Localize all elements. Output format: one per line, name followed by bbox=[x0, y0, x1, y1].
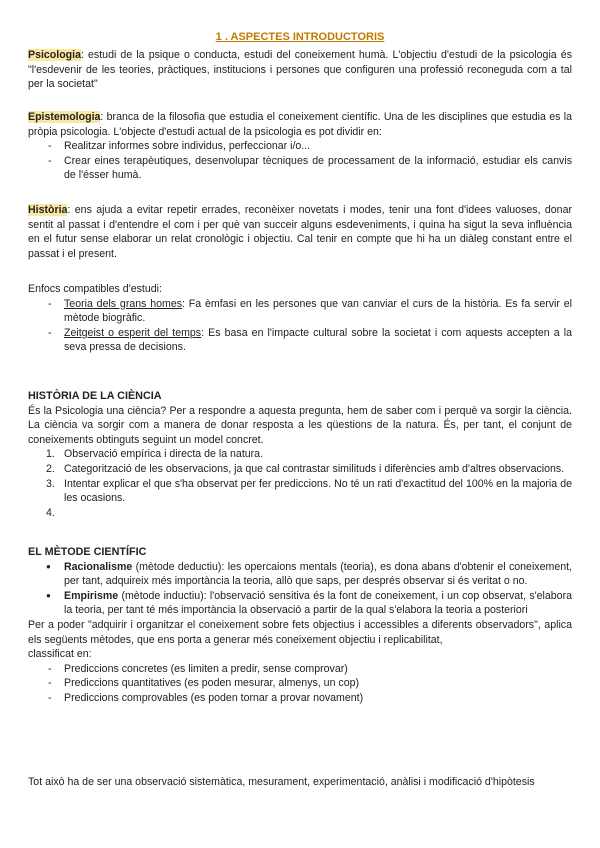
list-item: 4. bbox=[46, 506, 55, 519]
metode-text: (mètode inductiu): l'observació sensitiva és la font de coneixement, i un cop observat, s'elabora la teoria, per tant té més importància la observació a partir de la qual s'elabora la teoria a posteriori bbox=[64, 589, 572, 617]
closing-paragraph: Tot això ha de ser una observació sistemàtica, mesurament, experimentació, anàlisi i modificació d'hipòtesis bbox=[28, 776, 535, 788]
enfocs-section bbox=[28, 282, 572, 355]
historia-text: : ens ajuda a evitar repetir errades, reconèixer novetats i modes, tenir una font d'idees valuoses, donar sentit al passat i d'entendre el com i per què van succeir alguns esdeveniments, i quina ha sigut la seva influència en el futur sense elaborar un relat cronològic i objectiu. Cal tenir en compte que hi ha un diàleg constant entre el passat i el present. bbox=[28, 204, 572, 260]
enfoc-text: : Fa èmfasi en les persones que van canviar el curs de la història. Es fa servir el mètode biogràfic. bbox=[64, 297, 572, 325]
psicologia-term: Psicologia bbox=[28, 49, 81, 61]
list-item: - Prediccions concretes (es limiten a predir, sense comprovar) bbox=[28, 662, 572, 677]
list-item bbox=[28, 297, 572, 326]
metode-heading: EL MÈTODE CIENTÍFIC bbox=[28, 546, 147, 558]
metode-term: Racionalisme bbox=[64, 560, 133, 573]
prediccions-list bbox=[28, 662, 572, 706]
metode-text: (mètode deductiu): les opercaions mentals (teoria), es dona abans d'obtenir el coneixement, per tant, adquireix més importància la teoria, allò que saps, per després observar si és veritat o no. bbox=[64, 560, 572, 588]
historia-ciencia-section bbox=[28, 389, 572, 520]
enfocs-list bbox=[28, 297, 572, 355]
enfoc-term: Teoria dels grans homes bbox=[64, 297, 183, 310]
metode-term: Empirisme bbox=[64, 589, 119, 602]
list-item: - Realitzar informes sobre individus, perfeccionar i/o... bbox=[28, 139, 572, 154]
list-item: - Prediccions comprovables (es poden tornar a provar novament) bbox=[28, 691, 572, 706]
epistemologia-list bbox=[28, 139, 572, 183]
metode-paragraph: Per a poder "adquirir i organitzar el coneixement sobre fets objectius i accessibles a diferents observadors", aplica els següents mètodes, que ens porta a generar més coneixement objectiu i replicabilitat, bbox=[28, 618, 572, 646]
enfoc-text: : Es basa en l'impacte cultural sobre la societat i com aquests accepten a la seva pressa de decisions. bbox=[64, 326, 573, 354]
list-item: - Prediccions quantitatives (es poden mesurar, almenys, un cop) bbox=[28, 676, 572, 691]
enfocs-intro: Enfocs compatibles d'estudi: bbox=[28, 283, 162, 295]
metode-section bbox=[28, 545, 572, 706]
list-item: 1. Observació empírica i directa de la natura. bbox=[46, 448, 264, 461]
list-item: 2. Categorització de les observacions, ja que cal contrastar similituds i diferències amb d'altres observacions. bbox=[46, 462, 565, 475]
psicologia-text: : estudi de la psique o conducta, estudi del coneixement humà. L'objectiu d'estudi de la psicologia és "l'esdevenir de les teories, pràctiques, institucions i persones que configuren una professió reconeguda com a tal per la societat" bbox=[28, 49, 572, 91]
metode-paragraph: classificat en: bbox=[28, 648, 92, 661]
historia-paragraph bbox=[28, 203, 572, 261]
historia-ciencia-list bbox=[28, 447, 572, 520]
page-title: 1 . ASPECTES INTRODUCTORIS bbox=[215, 31, 385, 43]
enfoc-term: Zeitgeist o esperit del temps bbox=[64, 326, 202, 339]
psicologia-paragraph bbox=[28, 48, 572, 92]
epistemologia-paragraph bbox=[28, 110, 572, 183]
list-item bbox=[28, 560, 572, 589]
metode-list bbox=[28, 560, 572, 618]
list-item bbox=[28, 589, 572, 618]
list-item: 3. Intentar explicar el que s'ha observat per fer prediccions. No té un rati d'exactitud del 100% en la majoria de les ocasions. bbox=[46, 477, 572, 505]
historia-term: Història bbox=[28, 204, 68, 216]
epistemologia-text: : branca de la filosofia que estudia el coneixement científic. Una de les disciplines que estudia es la pròpia psicologia. L'objecte d'estudi actual de la psicologia es pot dividir en: bbox=[28, 111, 572, 138]
epistemologia-term: Epistemologia bbox=[28, 111, 101, 123]
list-item bbox=[28, 326, 572, 355]
list-item: - Crear eines terapèutiques, desenvolupar tècniques de processament de la informació, estudiar els canvis de l'ésser humà. bbox=[28, 154, 572, 183]
historia-ciencia-heading: HISTÒRIA DE LA CIÈNCIA bbox=[28, 390, 162, 402]
historia-ciencia-text: És la Psicologia una ciència? Per a respondre a aquesta pregunta, hem de saber com i perquè va sorgir la ciència. La ciència va sorgir com a manera de donar resposta a les qüestions de la natura. És, per tant, el conjunt de coneixements obtinguts seguint un model concret. bbox=[28, 404, 572, 446]
